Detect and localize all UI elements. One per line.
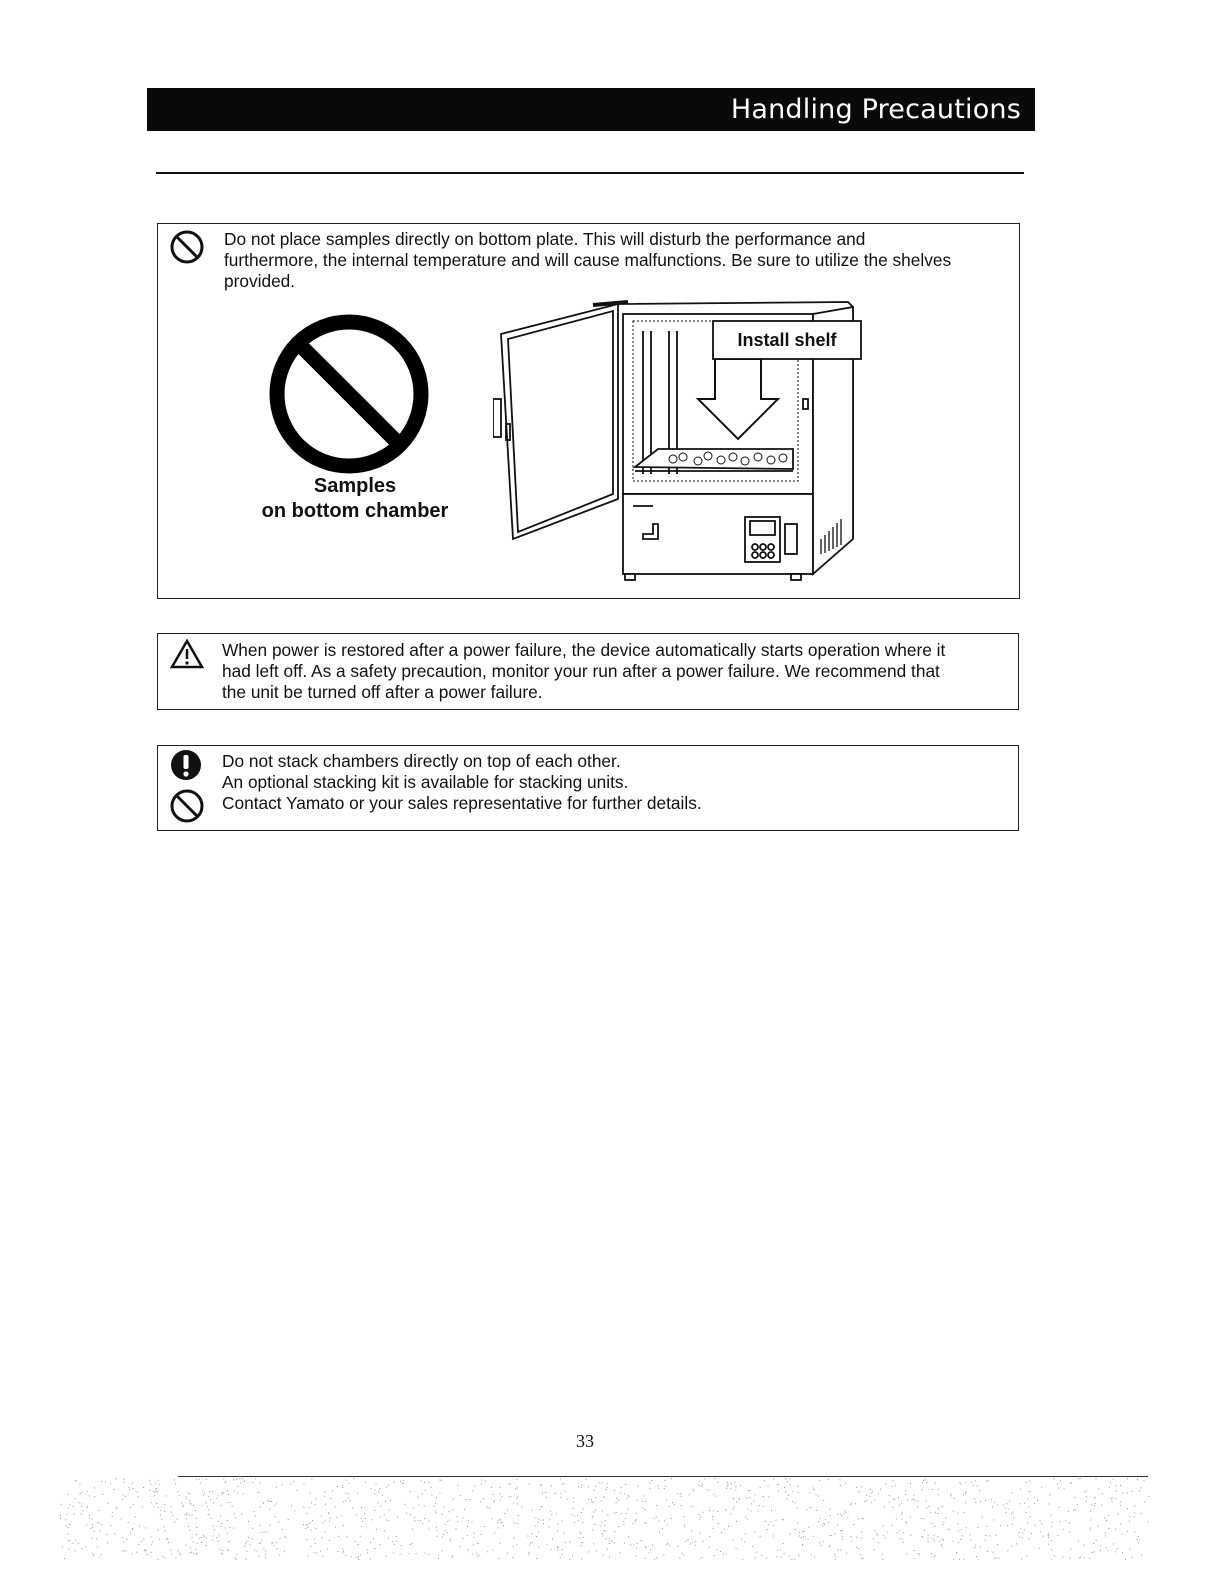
text-line: the unit be turned off after a power failure. (222, 682, 543, 702)
page-title: Handling Precautions (730, 94, 1021, 125)
text-line: When power is restored after a power failure, the device automatically starts operation where it (222, 640, 946, 660)
prohibition-icon (169, 788, 205, 824)
text-line: Do not place samples directly on bottom plate. This will disturb the performance and (224, 229, 866, 249)
precaution-text (222, 640, 1011, 703)
large-prohibition-icon (267, 312, 431, 476)
text-line: provided. (224, 271, 296, 291)
text-line: furthermore, the internal temperature and will cause malfunctions. Be sure to utilize the shelves (224, 250, 952, 270)
scan-noise (60, 1478, 1150, 1560)
prohibition-icon (169, 229, 205, 265)
precaution-box-power-failure (157, 633, 1019, 710)
precaution-text (224, 229, 1012, 292)
top-divider (156, 172, 1024, 174)
text-line: An optional stacking kit is available for stacking units. (222, 772, 629, 792)
bottom-divider (178, 1476, 1148, 1477)
precaution-text (222, 751, 1002, 814)
text-line: Do not stack chambers directly on top of each other. (222, 751, 621, 771)
caption-line: Samples (313, 475, 397, 497)
precaution-box-stacking (157, 745, 1019, 831)
text-line: Contact Yamato or your sales representative for further details. (222, 793, 702, 813)
page-number: 33 (576, 1431, 594, 1451)
mandatory-exclamation-icon (170, 749, 202, 781)
header-bar (147, 88, 1035, 131)
callout-label: Install shelf (737, 330, 837, 350)
caption-line: on bottom chamber (261, 500, 449, 522)
figure-caption (230, 474, 480, 524)
precaution-box-samples (157, 223, 1020, 599)
text-line: had left off. As a safety precaution, monitor your run after a power failure. We recommend that (222, 661, 940, 681)
warning-triangle-icon (169, 638, 205, 670)
